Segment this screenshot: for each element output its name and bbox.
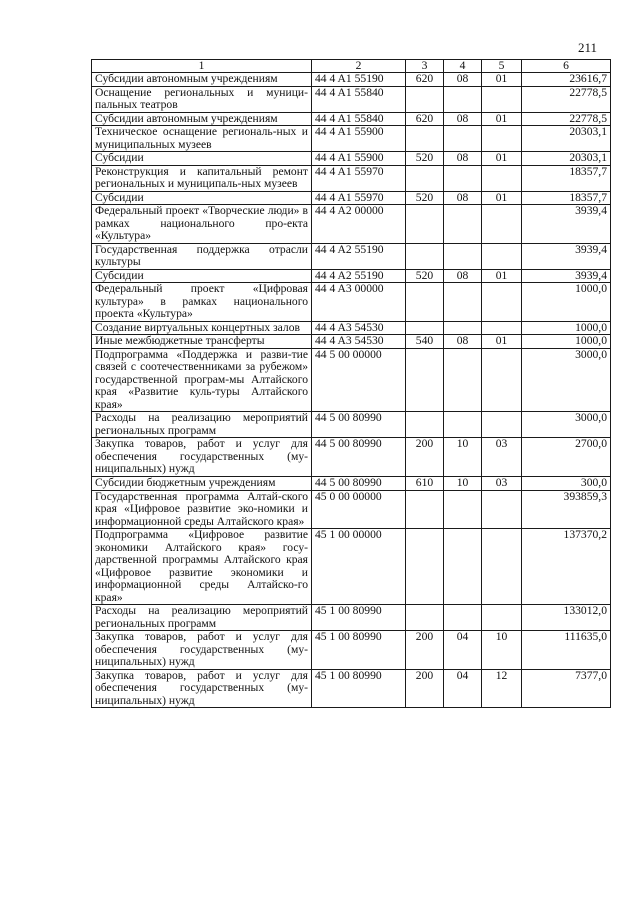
row-code: 44 4 A2 55190 xyxy=(312,243,406,269)
row-code: 45 1 00 00000 xyxy=(312,529,406,605)
table-row xyxy=(92,669,611,708)
row-col3: 200 xyxy=(406,669,444,708)
row-code: 44 4 A1 55970 xyxy=(312,165,406,191)
row-name: Федеральный проект «Творческие люди» в рамках национального про-екта «Культура» xyxy=(92,205,312,244)
row-code: 44 5 00 00000 xyxy=(312,348,406,412)
row-col3 xyxy=(406,490,444,529)
row-amount: 300,0 xyxy=(522,476,611,490)
row-col3: 200 xyxy=(406,438,444,477)
row-code: 44 4 A2 00000 xyxy=(312,205,406,244)
table-row xyxy=(92,490,611,529)
row-col4 xyxy=(444,321,482,335)
table-header-row xyxy=(92,60,611,73)
row-col5 xyxy=(482,529,522,605)
table-row xyxy=(92,348,611,412)
row-code: 44 4 A3 00000 xyxy=(312,283,406,322)
table-row xyxy=(92,243,611,269)
row-name: Субсидии бюджетным учреждениям xyxy=(92,476,312,490)
row-col5: 12 xyxy=(482,669,522,708)
row-name: Создание виртуальных концертных залов xyxy=(92,321,312,335)
table-row xyxy=(92,205,611,244)
row-col5 xyxy=(482,126,522,152)
row-col3: 200 xyxy=(406,631,444,670)
table-row xyxy=(92,152,611,166)
row-amount: 3000,0 xyxy=(522,348,611,412)
row-code: 44 4 A1 55900 xyxy=(312,126,406,152)
table-row xyxy=(92,631,611,670)
row-col4: 04 xyxy=(444,669,482,708)
column-header: 5 xyxy=(482,60,522,73)
row-col4 xyxy=(444,348,482,412)
row-col4: 08 xyxy=(444,335,482,349)
table-row xyxy=(92,476,611,490)
column-header: 4 xyxy=(444,60,482,73)
row-col3: 620 xyxy=(406,73,444,87)
row-name: Иные межбюджетные трансферты xyxy=(92,335,312,349)
table-row xyxy=(92,165,611,191)
row-col4: 08 xyxy=(444,73,482,87)
row-col4: 08 xyxy=(444,191,482,205)
table-row xyxy=(92,73,611,87)
row-col5: 01 xyxy=(482,269,522,283)
row-amount: 1000,0 xyxy=(522,321,611,335)
row-code: 45 1 00 80990 xyxy=(312,669,406,708)
column-header: 1 xyxy=(92,60,312,73)
row-col5 xyxy=(482,86,522,112)
row-amount: 18357,7 xyxy=(522,191,611,205)
row-col4: 08 xyxy=(444,112,482,126)
row-name: Субсидии xyxy=(92,269,312,283)
row-amount: 393859,3 xyxy=(522,490,611,529)
row-col4 xyxy=(444,412,482,438)
row-amount: 111635,0 xyxy=(522,631,611,670)
row-col5 xyxy=(482,412,522,438)
row-col4: 10 xyxy=(444,438,482,477)
row-amount: 133012,0 xyxy=(522,605,611,631)
row-col3: 610 xyxy=(406,476,444,490)
row-amount: 3939,4 xyxy=(522,269,611,283)
page-number: 211 xyxy=(578,40,598,55)
row-col5: 03 xyxy=(482,476,522,490)
row-col5 xyxy=(482,605,522,631)
row-col5: 03 xyxy=(482,438,522,477)
row-col5: 10 xyxy=(482,631,522,670)
row-code: 44 5 00 80990 xyxy=(312,438,406,477)
table-row xyxy=(92,126,611,152)
row-col3 xyxy=(406,529,444,605)
row-code: 44 4 A2 55190 xyxy=(312,269,406,283)
row-col4 xyxy=(444,490,482,529)
table-row xyxy=(92,112,611,126)
row-col3: 520 xyxy=(406,269,444,283)
row-col5 xyxy=(482,283,522,322)
row-amount: 1000,0 xyxy=(522,283,611,322)
row-col4 xyxy=(444,165,482,191)
table-row xyxy=(92,269,611,283)
row-col5: 01 xyxy=(482,112,522,126)
row-code: 44 4 A3 54530 xyxy=(312,321,406,335)
row-col5: 01 xyxy=(482,73,522,87)
row-name: Субсидии xyxy=(92,191,312,205)
column-header: 2 xyxy=(312,60,406,73)
row-amount: 3939,4 xyxy=(522,205,611,244)
row-col4 xyxy=(444,126,482,152)
row-col4: 08 xyxy=(444,269,482,283)
row-name: Государственная программа Алтай-ского края «Цифровое развитие эко-номики и информационной среды Алтайского края» xyxy=(92,490,312,529)
row-amount: 7377,0 xyxy=(522,669,611,708)
row-name: Федеральный проект «Цифровая культура» в рамках национального проекта «Культура» xyxy=(92,283,312,322)
row-code: 45 1 00 80990 xyxy=(312,605,406,631)
row-col4 xyxy=(444,283,482,322)
row-amount: 2700,0 xyxy=(522,438,611,477)
row-col3: 620 xyxy=(406,112,444,126)
row-col5: 01 xyxy=(482,335,522,349)
row-col3 xyxy=(406,165,444,191)
table-row xyxy=(92,335,611,349)
row-amount: 3939,4 xyxy=(522,243,611,269)
row-amount: 3000,0 xyxy=(522,412,611,438)
table-row xyxy=(92,529,611,605)
row-name: Расходы на реализацию мероприятий региональных программ xyxy=(92,605,312,631)
row-name: Субсидии автономным учреждениям xyxy=(92,73,312,87)
row-col3 xyxy=(406,283,444,322)
row-col4: 04 xyxy=(444,631,482,670)
row-col5 xyxy=(482,490,522,529)
row-amount: 22778,5 xyxy=(522,112,611,126)
row-code: 44 4 A1 55970 xyxy=(312,191,406,205)
column-header: 3 xyxy=(406,60,444,73)
table-row xyxy=(92,605,611,631)
table-row xyxy=(92,283,611,322)
row-col3 xyxy=(406,605,444,631)
row-amount: 137370,2 xyxy=(522,529,611,605)
row-col4 xyxy=(444,243,482,269)
row-col4: 08 xyxy=(444,152,482,166)
row-amount: 23616,7 xyxy=(522,73,611,87)
row-col4 xyxy=(444,86,482,112)
row-code: 44 5 00 80990 xyxy=(312,476,406,490)
row-code: 44 4 A1 55900 xyxy=(312,152,406,166)
row-col5: 01 xyxy=(482,191,522,205)
row-col3 xyxy=(406,243,444,269)
table-row xyxy=(92,86,611,112)
row-name: Субсидии xyxy=(92,152,312,166)
row-col5 xyxy=(482,165,522,191)
row-code: 44 4 A1 55840 xyxy=(312,86,406,112)
table-row xyxy=(92,438,611,477)
row-col3 xyxy=(406,321,444,335)
row-col3 xyxy=(406,348,444,412)
row-col5 xyxy=(482,321,522,335)
row-col4 xyxy=(444,529,482,605)
table-row xyxy=(92,321,611,335)
row-name: Закупка товаров, работ и услуг для обеспечения государственных (му-ниципальных) нужд xyxy=(92,438,312,477)
row-col5 xyxy=(482,205,522,244)
budget-table xyxy=(91,59,611,708)
row-code: 44 5 00 80990 xyxy=(312,412,406,438)
row-col5 xyxy=(482,243,522,269)
row-name: Государственная поддержка отрасли культуры xyxy=(92,243,312,269)
row-name: Расходы на реализацию мероприятий региональных программ xyxy=(92,412,312,438)
row-col5 xyxy=(482,348,522,412)
row-code: 44 4 A3 54530 xyxy=(312,335,406,349)
table-row xyxy=(92,191,611,205)
row-amount: 18357,7 xyxy=(522,165,611,191)
row-col3 xyxy=(406,412,444,438)
row-name: Субсидии автономным учреждениям xyxy=(92,112,312,126)
row-col4 xyxy=(444,605,482,631)
row-name: Техническое оснащение региональ-ных и муниципальных музеев xyxy=(92,126,312,152)
row-name: Закупка товаров, работ и услуг для обеспечения государственных (му-ниципальных) нужд xyxy=(92,631,312,670)
row-code: 45 0 00 00000 xyxy=(312,490,406,529)
row-amount: 1000,0 xyxy=(522,335,611,349)
row-col3 xyxy=(406,205,444,244)
row-code: 44 4 A1 55190 xyxy=(312,73,406,87)
row-name: Оснащение региональных и муници-пальных театров xyxy=(92,86,312,112)
row-col5: 01 xyxy=(482,152,522,166)
row-col3 xyxy=(406,86,444,112)
row-col4: 10 xyxy=(444,476,482,490)
row-col4 xyxy=(444,205,482,244)
row-col3: 540 xyxy=(406,335,444,349)
row-code: 45 1 00 80990 xyxy=(312,631,406,670)
row-name: Подпрограмма «Поддержка и разви-тие связей с соотечественниками за рубежом» государственной програм-мы Алтайского края «Развитие куль-туры Алтайского края» xyxy=(92,348,312,412)
column-header: 6 xyxy=(522,60,611,73)
row-code: 44 4 A1 55840 xyxy=(312,112,406,126)
row-name: Закупка товаров, работ и услуг для обеспечения государственных (му-ниципальных) нужд xyxy=(92,669,312,708)
row-amount: 22778,5 xyxy=(522,86,611,112)
row-amount: 20303,1 xyxy=(522,126,611,152)
row-col3: 520 xyxy=(406,191,444,205)
row-col3 xyxy=(406,126,444,152)
row-name: Подпрограмма «Цифровое развитие экономики Алтайского края» госу-дарственной программы Алтайского края «Цифровое развитие экономики и информационной среды Алтайско-го края» xyxy=(92,529,312,605)
row-name: Реконструкция и капитальный ремонт региональных и муниципаль-ных музеев xyxy=(92,165,312,191)
row-col3: 520 xyxy=(406,152,444,166)
row-amount: 20303,1 xyxy=(522,152,611,166)
table-row xyxy=(92,412,611,438)
